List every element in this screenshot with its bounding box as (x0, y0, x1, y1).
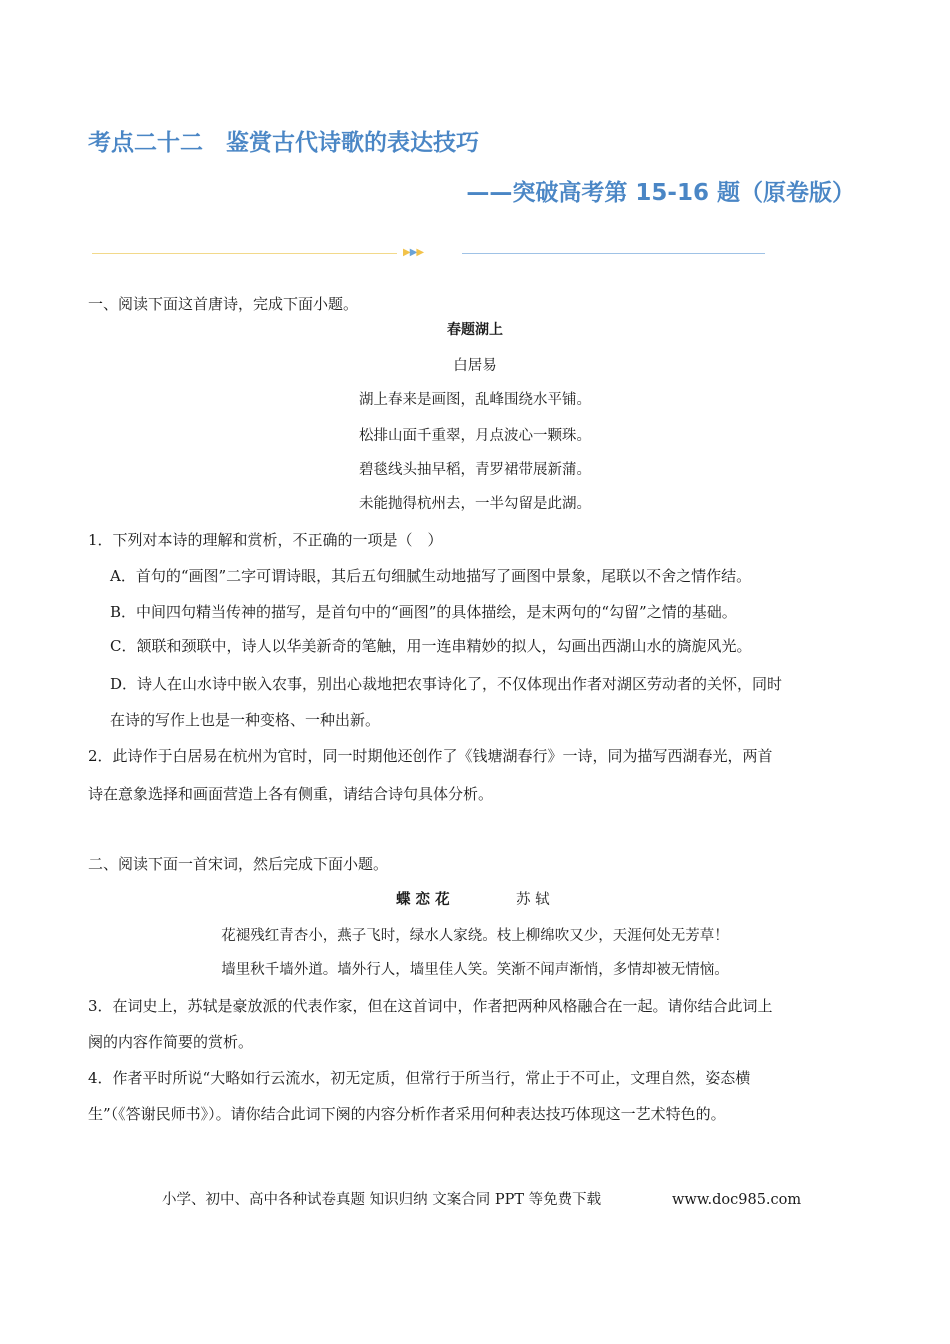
q1-option-a: A．首句的“画图”二字可谓诗眼，其后五句细腻生动地描写了画图中景象，尾联以不舍之情作结。 (110, 567, 752, 585)
arrow-icon: ▶▶▶ (403, 247, 424, 258)
poem2-author: 苏 轼 (516, 892, 550, 908)
q1-option-d: D．诗人在山水诗中嵌入农事，别出心裁地把农事诗化了，不仅体现出作者对湖区劳动者的关怀，同时 (110, 675, 783, 693)
question-3-line1: 3．在词史上，苏轼是豪放派的代表作家，但在这首词中，作者把两种风格融合在一起。请你结合此词上 (88, 997, 773, 1015)
q1-option-d-continued: 在诗的写作上也是一种变格、一种出新。 (110, 711, 381, 729)
q1-option-b: B．中间四句精当传神的描写，是首句中的“画图”的具体描绘，是末两句的“勾留”之情的基础。 (110, 603, 737, 621)
question-4-line2: 生”（《答谢民师书》）。请你结合此词下阕的内容分析作者采用何种表达技巧体现这一艺术特色的。 (88, 1105, 726, 1123)
footer-text: 小学、初中、高中各种试卷真题 知识归纳 文案合同 PPT 等免费下载 (162, 1192, 602, 1208)
question-4-line1: 4．作者平时所说“大略如行云流水，初无定质，但常行于所当行，常止于不可止，文理自然，姿态横 (88, 1069, 751, 1087)
poem2-title: 蝶 恋 花 (396, 891, 450, 908)
footer-url[interactable]: www.doc985.com (672, 1192, 802, 1208)
question-1: 1．下列对本诗的理解和赏析，不正确的一项是（ ） (88, 531, 443, 549)
question-3-line2: 阕的内容作简要的赏析。 (88, 1033, 254, 1051)
poem1-line: 湖上春来是画图，乱峰围绕水平铺。 (359, 392, 591, 408)
poem1-title: 春题湖上 (447, 322, 503, 338)
question-2-line2: 诗在意象选择和画面营造上各有侧重，请结合诗句具体分析。 (88, 785, 494, 803)
q1-option-c: C．颔联和颈联中，诗人以华美新奇的笔触，用一连串精妙的拟人，勾画出西湖山水的旖旎风光。 (110, 637, 752, 655)
divider-left-line (92, 253, 397, 254)
poem1-line: 未能抛得杭州去，一半勾留是此湖。 (359, 496, 591, 512)
poem2-line: 墙里秋千墙外道。墙外行人，墙里佳人笑。笑渐不闻声渐悄，多情却被无情恼。 (221, 962, 729, 978)
poem1-line: 松排山面千重翠，月点波心一颗珠。 (359, 428, 591, 444)
poem2-line: 花褪残红青杏小，燕子飞时，绿水人家绕。枝上柳绵吹又少，天涯何处无芳草！ (221, 928, 729, 944)
section1-intro: 一、阅读下面这首唐诗，完成下面小题。 (88, 295, 359, 313)
page-title: 考点二十二 鉴赏古代诗歌的表达技巧 (88, 130, 479, 156)
divider-right-line (462, 253, 765, 254)
decorative-divider (92, 246, 765, 260)
poem1-author: 白居易 (453, 358, 497, 374)
poem1-line: 碧毯线头抽早稻，青罗裙带展新蒲。 (359, 462, 591, 478)
question-2-line1: 2．此诗作于白居易在杭州为官时，同一时期他还创作了《钱塘湖春行》一诗，同为描写西湖春光，两首 (88, 747, 773, 765)
page-subtitle: ——突破高考第 15-16 题（原卷版） (466, 180, 855, 206)
section2-intro: 二、阅读下面一首宋词，然后完成下面小题。 (88, 855, 389, 873)
